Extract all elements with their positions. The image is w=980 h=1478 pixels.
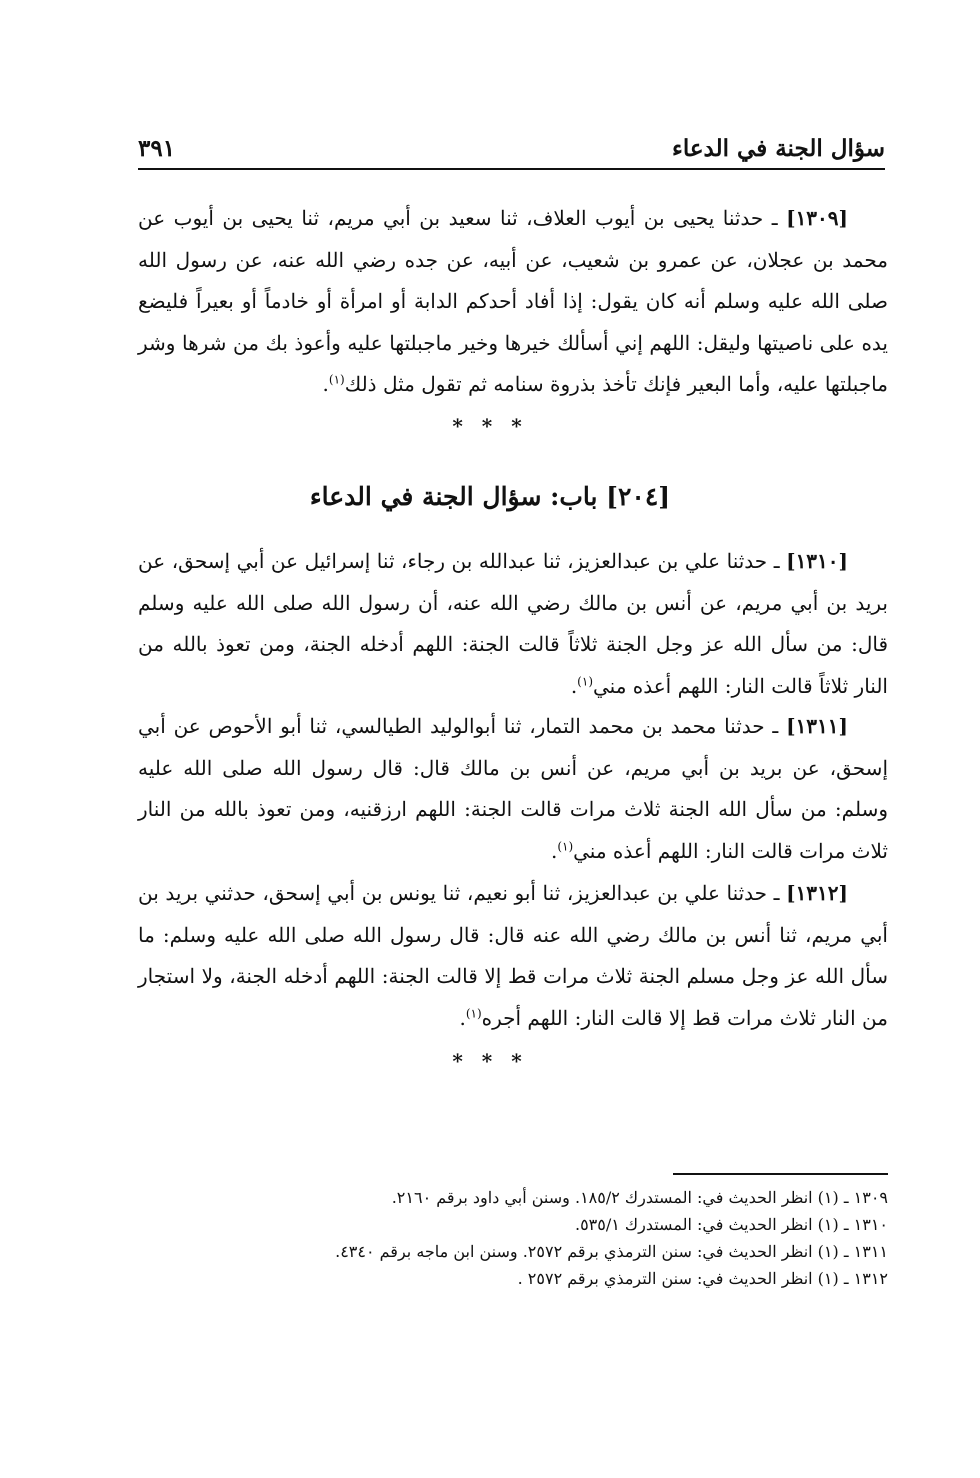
hadith-paragraph xyxy=(138,198,888,406)
footnote-marker: (١) xyxy=(577,673,593,688)
footnote-1312: ١٣١٢ ـ (١) انظر الحديث في: سنن الترمذي برقم ٢٥٧٢ . xyxy=(517,1269,888,1288)
hadith-text: ـ حدثنا يحيى بن أيوب العلاف، ثنا سعيد بن أبي مريم، ثنا يحيى بن أيوب عن محمد بن عجلان، عن عمرو بن شعيب، عن أبيه، عن جده رضي الله عنه، عن رسول الله صلى الله عليه وسلم أنه كان يقول: إذا أفاد أحدكم الدابة أو امرأة أو خادماً أو بعيراً فليضع يده على ناصيتها وليقل: اللهم إني أسألك خيرها وخير ماجبلتها عليه وأعوذ بك من شرها وشر ماجبلتها عليه، وأما البعير فإنك تأخذ بذروة سنامه ثم تقول مثل ذلك xyxy=(138,206,888,396)
hadith-paragraph xyxy=(138,706,888,872)
footnote-marker: (١) xyxy=(557,838,574,853)
hadith-1309 xyxy=(138,198,888,406)
footnote-1311: ١٣١١ ـ (١) انظر الحديث في: سنن الترمذي برقم ٢٥٧٢. وسنن ابن ماجه برقم ٤٣٤٠. xyxy=(335,1242,888,1261)
hadith-paragraph xyxy=(138,873,888,1039)
sentence-end: . xyxy=(570,673,578,698)
footnote-marker: (١) xyxy=(465,1005,482,1020)
hadith-1310 xyxy=(138,541,888,707)
sentence-end: . xyxy=(322,372,329,396)
footnote-1310: ١٣١٠ ـ (١) انظر الحديث في: المستدرك ٥٣٥/١. xyxy=(574,1215,888,1234)
page-number: ٣٩١ xyxy=(138,135,176,162)
chapter-heading: [٢٠٤] باب: سؤال الجنة في الدعاء xyxy=(309,482,671,511)
footnote-marker: (١) xyxy=(328,372,345,387)
hadith-text: ـ حدثنا علي بن عبدالعزيز، ثنا أبو نعيم، ثنا يونس بن أبي إسحق، حدثني بريد بن أبي مريم، ثنا أنس بن مالك رضي الله عنه قال: قال رسول الله صلى الله عليه وسلم: ما سأل الله عز وجل مسلم الجنة ثلاث مرات قط إلا قالت الجنة: اللهم أدخله الجنة، ولا استجار من النار ثلاث مرات قط إلا قالت النار: اللهم أجره xyxy=(138,881,888,1030)
footnote-divider xyxy=(673,1173,888,1175)
hadith-text: ـ حدثنا محمد بن محمد التمار، ثنا أبوالوليد الطيالسي، ثنا أبو الأحوص عن أبي إسحق، عن بريد بن أبي مريم، عن أنس بن مالك قال: قال رسول الله صلى الله عليه وسلم: من سأل الله الجنة ثلاث مرات قالت الجنة: اللهم ارزقنيه، ومن تعوذ بالله من النار ثلاث مرات قالت النار: اللهم أعذه مني xyxy=(138,714,888,863)
section-separator: * * * xyxy=(452,414,528,438)
hadith-number: [١٣٠٩] xyxy=(786,206,848,230)
footnotes xyxy=(190,1184,888,1292)
sentence-end: . xyxy=(550,838,558,863)
hadith-text: ـ حدثنا علي بن عبدالعزيز، ثنا عبدالله بن رجاء، ثنا إسرائيل عن أبي إسحق، عن بريد بن أبي مريم، عن أنس بن مالك رضي الله عنه، أن رسول الله صلى الله عليه وسلم قال: من سأل الله عز وجل الجنة ثلاثاً قالت الجنة: اللهم أدخله الجنة، ومن تعوذ بالله من النار ثلاثاً قالت النار: اللهم أعذه مني xyxy=(138,549,888,698)
running-header xyxy=(138,122,885,170)
hadith-1312 xyxy=(138,873,888,1039)
sentence-end: . xyxy=(459,1005,466,1030)
hadith-number: [١٣١١] xyxy=(786,714,848,738)
section-separator: * * * xyxy=(452,1049,528,1073)
hadith-paragraph xyxy=(138,541,888,707)
hadith-1311 xyxy=(138,706,888,872)
hadith-number: [١٣١٠] xyxy=(786,549,848,573)
footnote-1309: ١٣٠٩ ـ (١) انظر الحديث في: المستدرك ١٨٥/٢. وسنن أبي داود برقم ٢١٦٠. xyxy=(391,1188,888,1207)
running-title: سؤال الجنة في الدعاء xyxy=(672,135,885,162)
hadith-number: [١٣١٢] xyxy=(786,881,848,905)
